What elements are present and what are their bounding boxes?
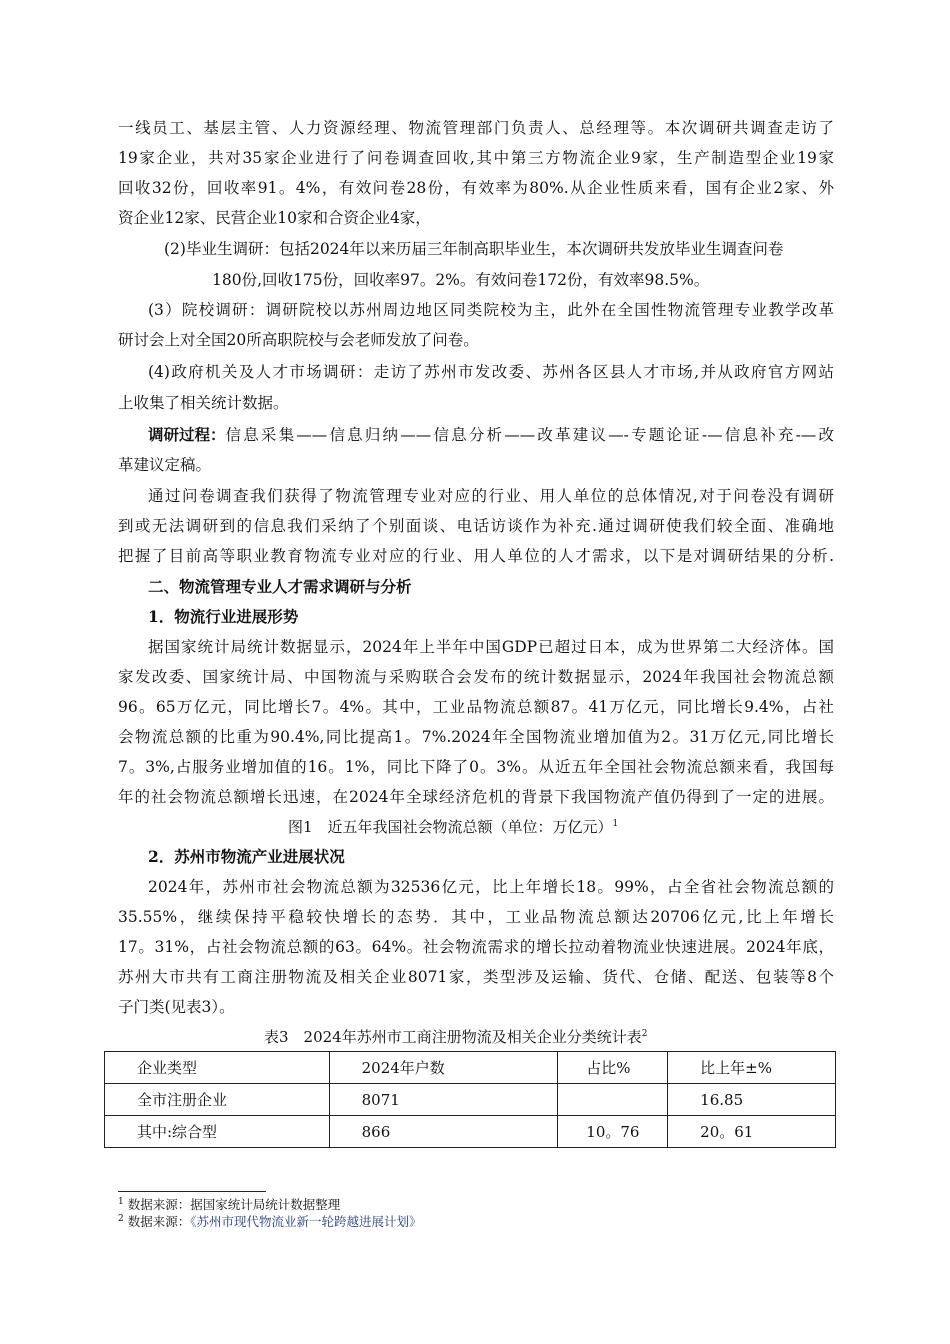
figure-caption-text: 图1 近五年我国社会物流总额（单位：万亿元）: [288, 818, 613, 836]
paragraph-line: 7。3%,占服务业增加值的16。1%，同比下降了0。3%。从近五年全国社会物流总额来看，我国每: [118, 758, 834, 776]
table-header-cell: 2024年户数: [329, 1052, 558, 1084]
table-header-cell: 比上年±%: [668, 1052, 836, 1084]
paragraph-line: 会物流总额的比重为90.4%,同比提高1。7%.2024年全国物流业增加值为2。31万亿元,同比增长: [118, 728, 834, 746]
paragraph-line: 2024年，苏州市社会物流总额为32536亿元，比上年增长18。99%，占全省社会物流总额的: [148, 878, 834, 896]
subsection-heading: 2．苏州市物流产业进展状况: [148, 847, 345, 866]
footnote-label: 数据来源：: [127, 1197, 191, 1212]
paragraph-line: 17。31%，占社会物流总额的63。64%。社会物流需求的增长拉动着物流业快速进展。2024年底，: [118, 938, 834, 956]
paragraph-line: 上收集了相关统计数据。: [118, 394, 289, 412]
footnote-ref: 2: [641, 1029, 648, 1039]
table-header-cell: 占比%: [558, 1052, 668, 1084]
table-row: [105, 1084, 836, 1116]
paragraph-line: 苏州大市共有工商注册物流及相关企业8071家，类型涉及运输、货代、仓储、配送、包装等8个: [118, 968, 834, 986]
paragraph-line: 180份,回收175份，回收率97。2%。有效问卷172份，有效率98.5%。: [212, 271, 710, 289]
footnote-label: 数据来源：: [127, 1214, 191, 1229]
paragraph-line: (3）院校调研：调研院校以苏州周边地区同类院校为主，此外在全国性物流管理专业教学改革: [148, 301, 834, 319]
table-row: [105, 1116, 836, 1148]
process-label: 调研过程：: [148, 425, 226, 444]
paragraph-line: 35.55%，继续保持平稳较快增长的态势．其中，工业品物流总额达20706亿元,比上年增长: [118, 908, 834, 926]
subsection-heading: 1．物流行业进展形势: [148, 607, 299, 626]
paragraph-line: [148, 425, 834, 445]
table-cell: [558, 1084, 668, 1116]
paragraph-line: 一线员工、基层主管、人力资源经理、物流管理部门负责人、总经理等。本次调研共调查走访了: [118, 119, 834, 137]
footnote-divider: [118, 1191, 266, 1192]
table-cell: 全市注册企业: [105, 1084, 330, 1116]
paragraph-line: 资企业12家、民营企业10家和合资企业4家，: [118, 209, 431, 227]
paragraph-line: 研讨会上对全国20所高职院校与会老师发放了问卷。: [118, 331, 479, 349]
table-cell: 866: [329, 1116, 558, 1148]
footnote: [118, 1214, 422, 1230]
paragraph-line: 家发改委、国家统计局、中国物流与采购联合会发布的统计数据显示，2024年我国社会物流总额: [118, 668, 834, 686]
table-header-cell: 企业类型: [105, 1052, 330, 1084]
paragraph-line: 年的社会物流总额增长迅速，在2024年全球经济危机的背景下我国物流产值仍得到了一定的进展。: [118, 788, 834, 806]
process-text: 信息采集——信息归纳——信息分析——改革建议—-专题论证-—信息补充-—改: [225, 426, 834, 444]
table-header-row: [105, 1052, 836, 1084]
footnote: [118, 1197, 340, 1213]
enterprise-stats-table: [104, 1051, 836, 1148]
paragraph-line: 据国家统计局统计数据显示，2024年上半年中国GDP已超过日本，成为世界第二大经济体。国: [148, 638, 834, 656]
table-cell: 16.85: [668, 1084, 836, 1116]
section-heading: 二、物流管理专业人才需求调研与分析: [148, 577, 412, 596]
paragraph-line: 回收32份，回收率91。4%，有效问卷28份，有效率为80%.从企业性质来看，国有企业2家、外: [118, 179, 834, 197]
paragraph-line: 到或无法调研到的信息我们采纳了个别面谈、电话访谈作为补充.通过调研使我们较全面、准确地: [118, 517, 834, 535]
paragraph-line: 子门类(见表3）。: [118, 998, 235, 1016]
paragraph-line: 把握了目前高等职业教育物流专业对应的行业、用人单位的人才需求，以下是对调研结果的分析.: [118, 547, 834, 565]
footnote-text: 据国家统计局统计数据整理: [190, 1197, 341, 1212]
table-cell: 10。76: [558, 1116, 668, 1148]
paragraph-line: 革建议定稿。: [118, 456, 212, 474]
figure-caption: [288, 817, 618, 837]
table-cell: 20。61: [668, 1116, 836, 1148]
paragraph-line: (4)政府机关及人才市场调研：走访了苏州市发改委、苏州各区县人才市场,并从政府官方网站: [148, 363, 834, 381]
paragraph-line: (2)毕业生调研：包括2024年以来历届三年制高职毕业生，本次调研共发放毕业生调查问卷: [164, 240, 784, 258]
table-cell: 8071: [329, 1084, 558, 1116]
table-caption: [264, 1027, 647, 1047]
footnote-mark: 1: [118, 1196, 124, 1207]
paragraph-line: 96。65万亿元，同比增长7。4%。其中，工业品物流总额87。41万亿元，同比增长9.4%，占社: [118, 698, 834, 716]
footnote-ref: 1: [612, 819, 619, 829]
footnote-mark: 2: [118, 1213, 124, 1224]
paragraph-line: 通过问卷调查我们获得了物流管理专业对应的行业、用人单位的总体情况,对于问卷没有调研: [148, 487, 834, 505]
footnote-text: 《苏州市现代物流业新一轮跨越进展计划》: [190, 1214, 422, 1229]
table-cell: 其中:综合型: [105, 1116, 330, 1148]
paragraph-line: 19家企业，共对35家企业进行了问卷调查回收,其中第三方物流企业9家，生产制造型企业19家: [118, 149, 834, 167]
table-caption-text: 表3 2024年苏州市工商注册物流及相关企业分类统计表: [264, 1028, 642, 1046]
